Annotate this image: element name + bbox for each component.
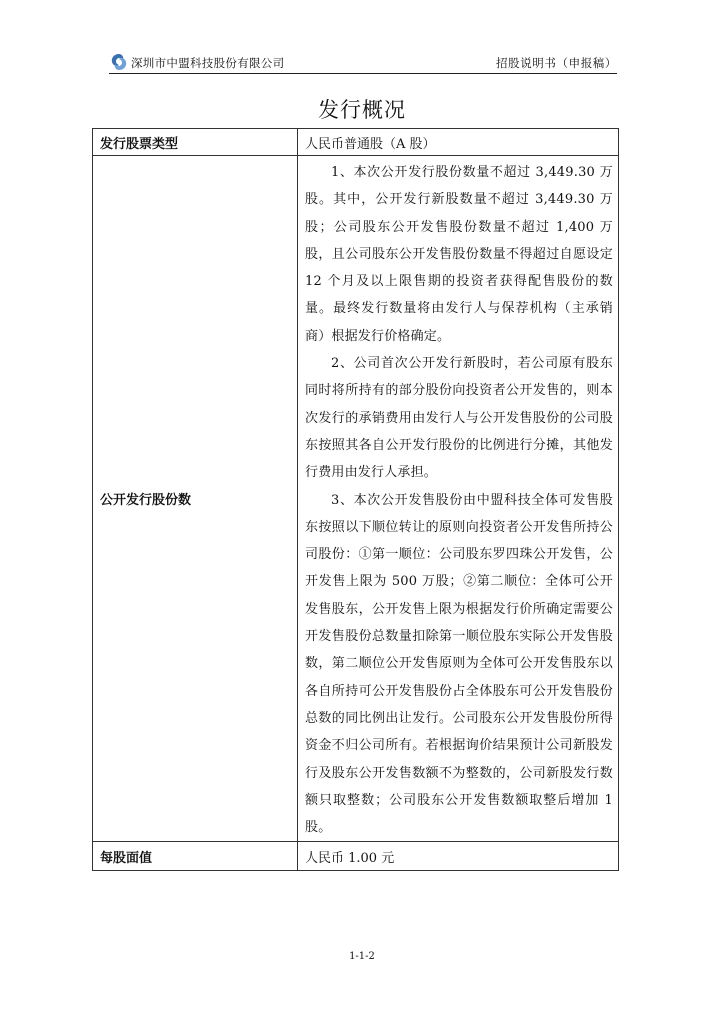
row-value: 人民币 1.00 元 <box>298 842 619 871</box>
paragraph: 2、公司首次公开发行新股时，若公司原有股东同时将所持有的部分股份向投资者公开发售的，则本次发行的承销费用由发行人与公开发售股份的公司股东按照其各自公开发行股份的比例进行分摊，其他发行费用由发行人承担。 <box>305 356 613 481</box>
row-value-paragraphs <box>298 156 619 842</box>
table-row <box>93 129 619 156</box>
row-label: 发行股票类型 <box>93 129 298 156</box>
page-number: 1-1-2 <box>349 951 375 962</box>
row-value: 人民币普通股（A 股） <box>298 129 619 156</box>
paragraph: 3、本次公开发售股份由中盟科技全体可发售股东按照以下顺位转让的原则向投资者公开发售所持公司股份：①第一顺位：公司股东罗四珠公开发售，公开发售上限为 500 万股；②第二顺位：全体可公开发售股东，公开发售上限为根据发行价所确定需要公开发售股份总数量扣除第一顺位股东实际公开发售股数，第二顺位公开发售原则为全体可公开发售股东以各自所持可公开发售股份占全体股东可公开发售股份总数的同比例出让发行。公司股东公开发售股份所得资金不归公司所有。若根据询价结果预计公司新股发行及股东公开发售数额不为整数的，公司新股发行数额只取整数；公司股东公开发售数额取整后增加 1 股。 <box>305 492 613 836</box>
document-type: 招股说明书（申报稿） <box>496 56 617 70</box>
company-name: 深圳市中盟科技股份有限公司 <box>131 56 285 70</box>
table-row <box>93 842 619 871</box>
header-divider <box>109 73 617 74</box>
paragraph: 1、本次公开发行股份数量不超过 3,449.30 万股。其中，公开发行新股数量不超过 3,449.30 万股；公司股东公开发售股份数量不超过 1,400 万股，且公司股东公开发售股份数量不得超过自愿设定 12 个月及以上限售期的投资者获得配售股份的数量。最终发行数量将由发行人与保荐机构（主承销商）根据发行价格确定。 <box>305 165 613 344</box>
row-label: 公开发行股份数 <box>93 156 298 842</box>
page-header <box>109 52 617 72</box>
offering-overview-table <box>92 128 619 871</box>
company-logo-icon <box>109 52 129 72</box>
section-title: 发行概况 <box>318 98 406 122</box>
table-row <box>93 156 619 842</box>
row-label: 每股面值 <box>93 842 298 871</box>
